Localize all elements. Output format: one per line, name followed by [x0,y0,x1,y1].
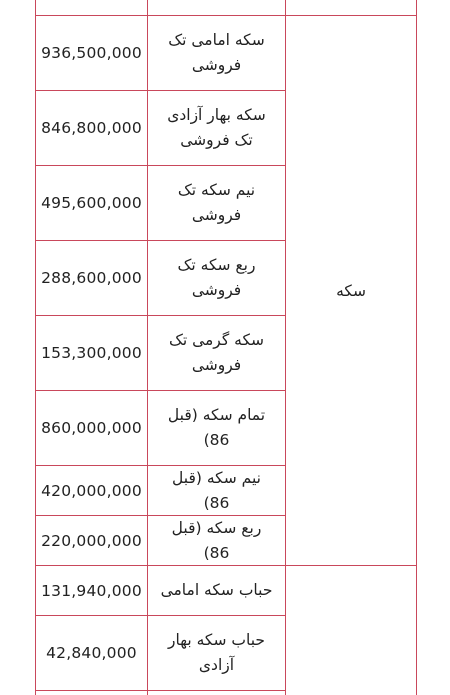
price-cell [36,316,147,390]
item-name: سکه گرمی تک فروشی [168,331,265,374]
price-cell [36,516,147,565]
item-name-cell [148,241,285,315]
price-value: 860,000,000 [41,419,142,437]
item-name-cell [148,566,285,615]
table-border-right [416,0,417,695]
price-cell [36,566,147,615]
row-divider [35,690,286,691]
price-value: 495,600,000 [41,194,142,212]
price-value: 420,000,000 [41,481,142,500]
category-cell [286,16,416,565]
item-name-cell [148,316,285,390]
price-cell [36,166,147,240]
item-name: تمام سکه (قبل 86) [167,406,266,449]
item-name: سکه بهار آزادی تک فروشی [167,106,266,149]
item-name: حباب سکه بهار آزادی [168,631,265,674]
price-value: 936,500,000 [41,44,142,62]
item-name-cell [148,516,285,565]
price-value: 42,840,000 [46,644,137,662]
price-value: 288,600,000 [41,269,142,287]
item-name-cell [148,466,285,515]
item-name-cell [148,616,285,690]
item-name: حباب سکه امامی [160,581,273,599]
category-label: سکه [336,281,366,300]
price-cell [36,466,147,515]
price-cell [36,91,147,165]
price-cell [36,616,147,690]
item-name: ربع سکه (قبل 86) [171,518,262,562]
price-cell [36,241,147,315]
item-name: نیم سکه (قبل 86) [172,468,261,512]
price-value: 846,800,000 [41,119,142,137]
price-value: 131,940,000 [41,581,142,600]
item-name: سکه امامی تک فروشی [168,31,265,74]
price-value: 220,000,000 [41,531,142,550]
price-cell [36,16,147,90]
item-name-cell [148,16,285,90]
price-cell [36,391,147,465]
item-name-cell [148,391,285,465]
item-name: نیم سکه تک فروشی [177,181,256,224]
item-name: ربع سکه تک فروشی [177,256,256,299]
item-name-cell [148,166,285,240]
price-value: 153,300,000 [41,344,142,362]
item-name-cell [148,91,285,165]
